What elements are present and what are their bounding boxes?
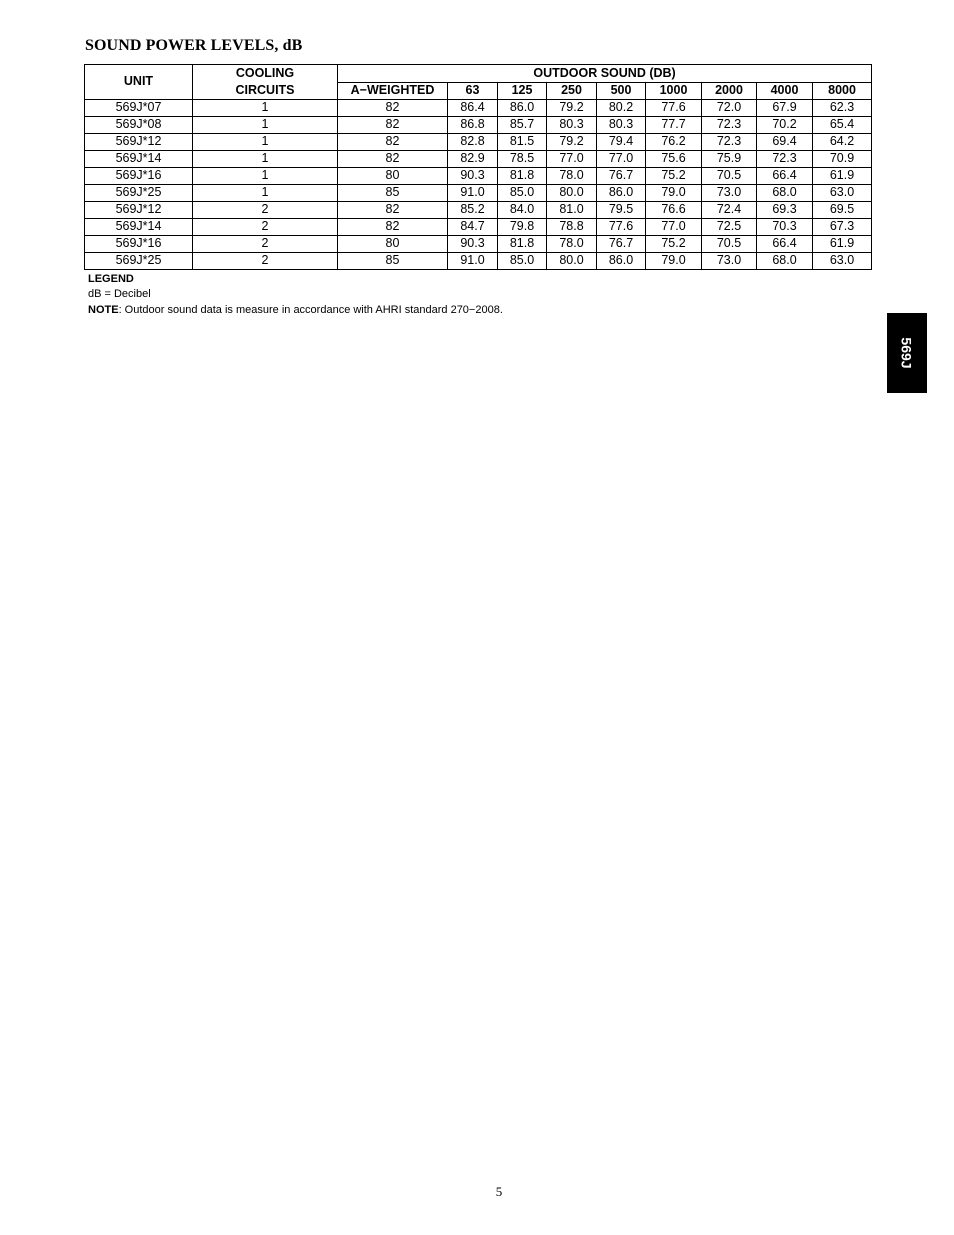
unit-header: UNIT xyxy=(85,65,193,100)
table-cell: 86.0 xyxy=(597,253,646,270)
table-cell: 82 xyxy=(338,100,448,117)
table-cell: 77.0 xyxy=(646,219,702,236)
table-cell: 63.0 xyxy=(813,185,872,202)
band-header-63: 63 xyxy=(448,82,498,100)
table-cell: 80.2 xyxy=(597,100,646,117)
table-cell: 70.2 xyxy=(757,117,813,134)
table-row xyxy=(85,117,872,134)
table-cell: 76.7 xyxy=(597,236,646,253)
table-cell: 80 xyxy=(338,168,448,185)
table-cell: 79.2 xyxy=(547,134,597,151)
table-cell: 81.8 xyxy=(498,168,547,185)
table-cell: 2 xyxy=(193,202,338,219)
table-row xyxy=(85,236,872,253)
table-cell: 70.9 xyxy=(813,151,872,168)
table-cell: 75.2 xyxy=(646,168,702,185)
table-cell: 569J*12 xyxy=(85,202,193,219)
table-cell: 72.3 xyxy=(757,151,813,168)
table-cell: 69.5 xyxy=(813,202,872,219)
section-title: SOUND POWER LEVELS, dB xyxy=(85,37,303,54)
table-cell: 82 xyxy=(338,219,448,236)
table-cell: 79.0 xyxy=(646,253,702,270)
table-cell: 80.0 xyxy=(547,253,597,270)
footnote xyxy=(88,304,503,316)
table-cell: 569J*16 xyxy=(85,168,193,185)
table-cell: 2 xyxy=(193,219,338,236)
table-cell: 79.2 xyxy=(547,100,597,117)
table-row xyxy=(85,168,872,185)
table-cell: 82 xyxy=(338,134,448,151)
table-cell: 75.9 xyxy=(702,151,757,168)
table-cell: 69.4 xyxy=(757,134,813,151)
table-cell: 78.5 xyxy=(498,151,547,168)
table-cell: 67.3 xyxy=(813,219,872,236)
table-cell: 82.9 xyxy=(448,151,498,168)
band-header-2000: 2000 xyxy=(702,82,757,100)
table-cell: 78.8 xyxy=(547,219,597,236)
table-cell: 61.9 xyxy=(813,168,872,185)
table-cell: 72.5 xyxy=(702,219,757,236)
table-cell: 79.8 xyxy=(498,219,547,236)
sound-power-table xyxy=(84,64,872,270)
table-cell: 81.8 xyxy=(498,236,547,253)
table-cell: 569J*08 xyxy=(85,117,193,134)
table-cell: 77.7 xyxy=(646,117,702,134)
table-cell: 66.4 xyxy=(757,168,813,185)
table-cell: 61.9 xyxy=(813,236,872,253)
page-number: 5 xyxy=(495,1184,503,1199)
table-row xyxy=(85,253,872,270)
table-cell: 77.0 xyxy=(547,151,597,168)
table-cell: 85.2 xyxy=(448,202,498,219)
table-cell: 68.0 xyxy=(757,253,813,270)
table-cell: 2 xyxy=(193,253,338,270)
table-cell: 78.0 xyxy=(547,168,597,185)
table-cell: 1 xyxy=(193,185,338,202)
table-cell: 67.9 xyxy=(757,100,813,117)
table-cell: 70.5 xyxy=(702,236,757,253)
table-cell: 91.0 xyxy=(448,185,498,202)
table-cell: 80.0 xyxy=(547,185,597,202)
band-header-8000: 8000 xyxy=(813,82,872,100)
table-row xyxy=(85,134,872,151)
note-label: NOTE xyxy=(88,304,119,316)
table-cell: 68.0 xyxy=(757,185,813,202)
table-cell: 72.3 xyxy=(702,134,757,151)
table-cell: 85.0 xyxy=(498,185,547,202)
table-cell: 1 xyxy=(193,168,338,185)
table-cell: 81.0 xyxy=(547,202,597,219)
table-cell: 1 xyxy=(193,134,338,151)
table-cell: 80.3 xyxy=(597,117,646,134)
table-cell: 85 xyxy=(338,253,448,270)
table-cell: 62.3 xyxy=(813,100,872,117)
table-body xyxy=(85,100,872,270)
section-tab-label: 569J xyxy=(899,337,915,369)
table-cell: 66.4 xyxy=(757,236,813,253)
table-cell: 90.3 xyxy=(448,236,498,253)
table-cell: 1 xyxy=(193,151,338,168)
table-cell: 1 xyxy=(193,117,338,134)
band-header-4000: 4000 xyxy=(757,82,813,100)
table-cell: 63.0 xyxy=(813,253,872,270)
table-cell: 569J*07 xyxy=(85,100,193,117)
table-cell: 79.0 xyxy=(646,185,702,202)
table-cell: 80.3 xyxy=(547,117,597,134)
table-cell: 91.0 xyxy=(448,253,498,270)
table-cell: 85 xyxy=(338,185,448,202)
table-cell: 73.0 xyxy=(702,253,757,270)
table-header-row xyxy=(85,65,872,83)
table-cell: 569J*25 xyxy=(85,253,193,270)
table-cell: 77.6 xyxy=(646,100,702,117)
table-cell: 72.3 xyxy=(702,117,757,134)
band-header-1000: 1000 xyxy=(646,82,702,100)
table-cell: 1 xyxy=(193,100,338,117)
band-header-250: 250 xyxy=(547,82,597,100)
band-header-125: 125 xyxy=(498,82,547,100)
table-cell: 72.0 xyxy=(702,100,757,117)
table-cell: 75.2 xyxy=(646,236,702,253)
legend-heading: LEGEND xyxy=(88,273,134,285)
table-cell: 85.0 xyxy=(498,253,547,270)
table-cell: 70.3 xyxy=(757,219,813,236)
table-cell: 82.8 xyxy=(448,134,498,151)
table-cell: 65.4 xyxy=(813,117,872,134)
table-cell: 76.2 xyxy=(646,134,702,151)
table-cell: 79.4 xyxy=(597,134,646,151)
table-cell: 76.6 xyxy=(646,202,702,219)
table-cell: 569J*14 xyxy=(85,151,193,168)
table-cell: 78.0 xyxy=(547,236,597,253)
table-row xyxy=(85,202,872,219)
table-cell: 77.0 xyxy=(597,151,646,168)
table-cell: 72.4 xyxy=(702,202,757,219)
table-cell: 69.3 xyxy=(757,202,813,219)
legend-item: dB = Decibel xyxy=(88,288,151,300)
table-cell: 2 xyxy=(193,236,338,253)
table-cell: 73.0 xyxy=(702,185,757,202)
table-cell: 85.7 xyxy=(498,117,547,134)
section-tab xyxy=(887,313,927,393)
table-cell: 64.2 xyxy=(813,134,872,151)
table-cell: 569J*14 xyxy=(85,219,193,236)
table-cell: 86.4 xyxy=(448,100,498,117)
table-cell: 86.8 xyxy=(448,117,498,134)
note-text: : Outdoor sound data is measure in accordance with AHRI standard 270−2008. xyxy=(118,304,503,316)
table-cell: 84.7 xyxy=(448,219,498,236)
table-cell: 79.5 xyxy=(597,202,646,219)
table-cell: 75.6 xyxy=(646,151,702,168)
table-cell: 569J*12 xyxy=(85,134,193,151)
table-row xyxy=(85,151,872,168)
table-cell: 82 xyxy=(338,117,448,134)
table-cell: 82 xyxy=(338,202,448,219)
table-cell: 86.0 xyxy=(597,185,646,202)
table-cell: 569J*16 xyxy=(85,236,193,253)
table-cell: 86.0 xyxy=(498,100,547,117)
band-header-a-weighted: A−WEIGHTED xyxy=(338,82,448,100)
table-row xyxy=(85,219,872,236)
table-cell: 81.5 xyxy=(498,134,547,151)
table-cell: 569J*25 xyxy=(85,185,193,202)
table-cell: 77.6 xyxy=(597,219,646,236)
table-row xyxy=(85,185,872,202)
table-cell: 82 xyxy=(338,151,448,168)
cooling-circuits-header: COOLING CIRCUITS xyxy=(193,65,338,100)
table-cell: 90.3 xyxy=(448,168,498,185)
band-header-500: 500 xyxy=(597,82,646,100)
outdoor-sound-header: OUTDOOR SOUND (DB) xyxy=(338,65,872,83)
table-cell: 70.5 xyxy=(702,168,757,185)
table-cell: 76.7 xyxy=(597,168,646,185)
table-cell: 84.0 xyxy=(498,202,547,219)
table-cell: 80 xyxy=(338,236,448,253)
table-row xyxy=(85,100,872,117)
